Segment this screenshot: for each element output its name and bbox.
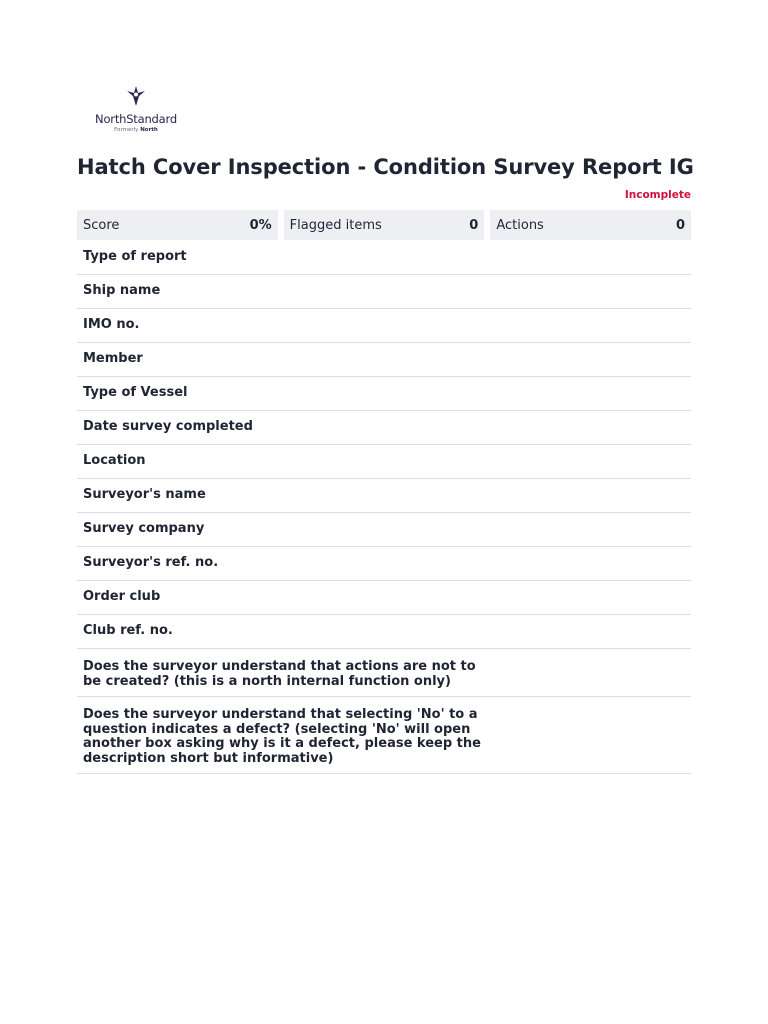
- field-row: [77, 649, 691, 697]
- field-row: [77, 343, 691, 377]
- summary-actions-value: 0: [675, 217, 686, 233]
- field-label: Surveyor's ref. no.: [83, 555, 219, 571]
- field-label: Does the surveyor understand that selecting 'No' to a question indicates a defect? (selecting 'No' will open another box asking why is it a defect, please keep the description short but informative): [83, 707, 481, 766]
- field-row: [77, 411, 691, 445]
- summary-bar: [77, 210, 691, 240]
- summary-flagged-value: 0: [469, 217, 479, 233]
- field-row: [77, 275, 691, 309]
- field-label: Member: [83, 351, 143, 367]
- field-row: [77, 513, 691, 547]
- field-label: IMO no.: [83, 317, 140, 333]
- compass-star-icon: [124, 84, 148, 108]
- brand-name: NorthStandard: [95, 112, 177, 126]
- field-label: Date survey completed: [83, 419, 253, 435]
- field-label: Location: [83, 453, 146, 469]
- field-label: Ship name: [83, 283, 161, 299]
- status-badge: Incomplete: [624, 189, 691, 201]
- field-row: [77, 697, 691, 774]
- summary-actions-label: Actions: [496, 217, 544, 233]
- field-row: [77, 309, 691, 343]
- field-label: Club ref. no.: [83, 623, 173, 639]
- field-label: Type of Vessel: [83, 385, 188, 401]
- field-label: Does the surveyor understand that actions are not to be created? (this is a north internal function only): [83, 659, 476, 689]
- field-row: [77, 241, 691, 275]
- field-list: [77, 241, 691, 774]
- summary-score-label: Score: [83, 217, 120, 233]
- field-label: Type of report: [83, 249, 187, 265]
- field-label: Surveyor's name: [83, 487, 206, 503]
- field-row: [77, 581, 691, 615]
- brand-formerly: Formerly North: [114, 127, 158, 133]
- field-row: [77, 445, 691, 479]
- summary-actions: [490, 210, 691, 240]
- field-row: [77, 377, 691, 411]
- summary-flagged: [284, 210, 485, 240]
- field-label: Survey company: [83, 521, 205, 537]
- summary-flagged-label: Flagged items: [289, 217, 382, 233]
- page-title: Hatch Cover Inspection - Condition Survey Report IG: [77, 155, 694, 179]
- field-row: [77, 547, 691, 581]
- field-label: Order club: [83, 589, 161, 605]
- field-row: [77, 479, 691, 513]
- summary-score-value: 0%: [249, 217, 272, 233]
- field-row: [77, 615, 691, 649]
- summary-score: [77, 210, 278, 240]
- brand-logo: [88, 84, 184, 138]
